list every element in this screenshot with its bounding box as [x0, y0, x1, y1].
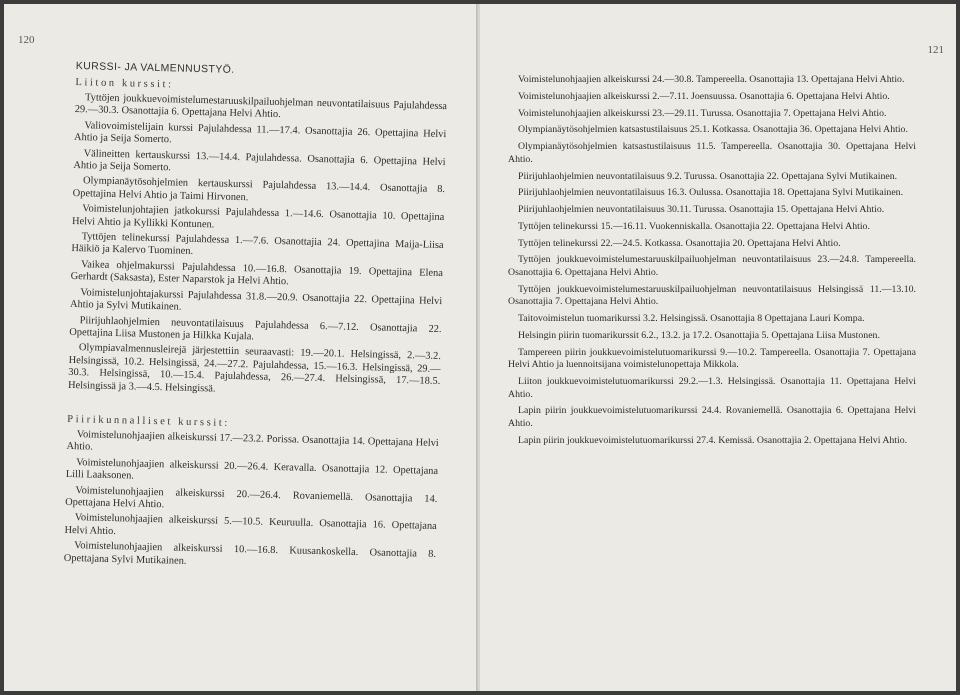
list-item: Voimistelunohjaajien alkeiskurssi 24.—30.8. Tampereella. Osanottajia 13. Opettajana Helvi Ahtio. — [518, 74, 905, 85]
list-item: Tyttöjen joukkuevoimistelumestaruuskilpailuohjelman neuvontatilaisuus Helsingissä 11.—13.10. Osanottajia 7. Opettajana Helvi Ahtio. — [508, 283, 916, 308]
right-page-content — [508, 74, 916, 447]
list-item: Piirijuhlaohjelmien neuvontatilaisuus 30.11. Turussa. Osanottajia 15. Opettajana Helvi Ahtio. — [518, 204, 885, 216]
section-title-piirikunnalliset-kurssit: Piirikunnalliset kurssit: — [67, 413, 231, 429]
right-page — [480, 4, 956, 691]
list-item: Vaikea ohjelmakurssi Pajulahdessa 10.—16.8. Osanottajia 19. Opettajina Elena Gerhardt (Saksasta), Ester Naparstok ja Helvi Ahtio. — [70, 259, 444, 288]
list-item: Piirijuhlaohjelmien neuvontatilaisuus 16.3. Oulussa. Osanottajia 18. Opettajana Sylvi Mutikainen. — [518, 187, 904, 199]
chapter-heading: KURSSI- JA VALMENNUSTYÖ. — [75, 60, 235, 76]
list-item: Välineitten kertauskurssi 13.—14.4. Pajulahdessa. Osanottajia 6. Opettajina Helvi Ahtio ja Seija Somerto. — [73, 147, 446, 174]
list-item: Valiovoimistelijain kurssi Pajulahdessa 11.—17.4. Osanottajia 26. Opettajina Helvi Ahtio ja Seija Somerto. — [73, 120, 447, 146]
list-item: Lapin piirin joukkuevoimistelutuomarikurssi 24.4. Rovaniemellä. Osanottajia 6. Opettajana Helvi Ahtio. — [508, 405, 916, 430]
list-item: Voimistelunohjaajien alkeiskurssi 10.—16.8. Kuusankoskella. Osanottajia 8. Opettajana Sylvi Mutikainen. — [63, 540, 437, 567]
left-page-number: 120 — [18, 34, 35, 46]
right-page-number: 121 — [927, 44, 944, 56]
left-page — [4, 4, 478, 691]
list-item: Piirijuhlaohjelmien neuvontatilaisuus 9.2. Turussa. Osanottajia 22. Opettajana Sylvi Mutikainen. — [518, 170, 898, 182]
list-item: Olympianäytösohjelmien katsastustilaisuus 25.1. Kotkassa. Osanottajia 36. Opettajana Helvi Ahtio. — [518, 124, 908, 136]
list-item: Voimistelunohjaajien alkeiskurssi 17.—23.2. Porissa. Osanottajia 14. Opettajana Helvi Ahtio. — [66, 429, 439, 453]
left-page-content — [64, 60, 448, 574]
list-item: Tyttöjen joukkuevoimistelumestaruuskilpailuohjelman neuvontatilaisuus Pajulahdessa 29.—30.3. Osanottajia 6. Opettajana Helvi Ahtio. — [74, 92, 448, 121]
list-item: Voimistelunjohtajakurssi Pajulahdessa 31.8.—20.9. Osanottajia 22. Opettajina Helvi Ahtio ja Sylvi Mutikainen. — [69, 286, 443, 313]
list-item: Voimistelunohjaajien alkeiskurssi 2.—7.11. Joensuussa. Osanottajia 6. Opettajana Helvi Ahtio. — [518, 90, 890, 102]
list-item: Voimistelunohjaajien alkeiskurssi 23.—29.11. Turussa. Osanottajia 7. Opettajana Helvi Ahtio. — [518, 107, 887, 119]
list-item: Olympianäytösohjelmien kertauskurssi Pajulahdessa 13.—14.4. Osanottajia 8. Opettajina Helvi Ahtio ja Taimi Hirvonen. — [72, 175, 446, 204]
list-item: Voimistelunohjaajien alkeiskurssi 5.—10.5. Keuruulla. Osanottajia 16. Opettajana Helvi Ahtio. — [64, 512, 437, 537]
section-title-liiton-kurssit: Liiton kurssit: — [75, 76, 174, 91]
list-item: Voimistelunjohtajien jatkokurssi Pajulahdessa 1.—14.6. Osanottajia 10. Opettajina Helvi Ahtio ja Kyllikki Kontunen. — [71, 203, 445, 231]
list-item: Tyttöjen telinekurssi 15.—16.11. Vuokenniskalla. Osanottajia 22. Opettajana Helvi Ahtio. — [518, 220, 870, 232]
list-item: Piirijuhlaohjelmien neuvontatilaisuus Pajulahdessa 6.—7.12. Osanottajia 22. Opettajina Liisa Mustonen ja Hilkka Kujala. — [69, 314, 442, 343]
list-item: Voimistelunohjaajien alkeiskurssi 20.—26.4. Keravalla. Osanottajia 12. Opettajana Lilli Laaksonen. — [65, 456, 439, 482]
list-item: Tyttöjen telinekurssi Pajulahdessa 1.—7.6. Osanottajia 24. Opettajina Maija-Liisa Häikiö ja Kalervo Tuominen. — [71, 231, 444, 258]
list-item: Olympiavalmennusleirejä järjestettiin seuraavasti: 19.—20.1. Helsingissä, 2.—3.2. Helsingissä, 10.2. Helsingissä, 24.—27.2. Pajulahdessa, 15.—16.3. Helsingissä, 29.—30.3. Helsingissä, 10.—15.4. Pajulahdessa, 26.—27.4. Helsingissä, 17.—18.5. Helsingissä ja 3.—4.5. Helsingissä. — [67, 342, 441, 395]
list-item: Voimistelunohjaajien alkeiskurssi 20.—26.4. Rovaniemellä. Osanottajia 14. Opettajana Helvi Ahtio. — [65, 484, 438, 511]
list-item: Tyttöjen telinekurssi 22.—24.5. Kotkassa. Osanottajia 20. Opettajana Helvi Ahtio. — [518, 237, 841, 249]
list-item: Liiton joukkuevoimistelutuomarikurssi 29.2.—1.3. Helsingissä. Osanottajia 11. Opettajana Helvi Ahtio. — [508, 376, 916, 400]
list-item: Helsingin piirin tuomarikurssit 6.2., 13.2. ja 17.2. Osanottajia 5. Opettajana Liisa Mustonen. — [518, 329, 880, 341]
list-item: Taitovoimistelun tuomarikurssi 3.2. Helsingissä. Osanottajia 8 Opettajana Lauri Kompa. — [518, 313, 865, 325]
list-item: Olympianäytösohjelmien katsastustilaisuus 11.5. Tampereella. Osanottajia 30. Opettajana Helvi Ahtio. — [508, 141, 916, 165]
list-item: Tampereen piirin joukkuevoimistelutuomarikurssi 9.—10.2. Tampereella. Osanottajia 7. Opettajana Helvi Ahtio ja luennoitsijana voimistelunopettaja Mikkola. — [508, 346, 916, 371]
list-item: Lapin piirin joukkuevoimistelutuomarikurssi 27.4. Kemissä. Osanottajia 2. Opettajana Helvi Ahtio. — [518, 434, 908, 446]
list-item: Tyttöjen joukkuevoimistelumestaruuskilpailuohjelman neuvontatilaisuus 23.—24.8. Tampereella. Osanottajia 6. Opettajana Helvi Ahtio. — [508, 254, 916, 278]
